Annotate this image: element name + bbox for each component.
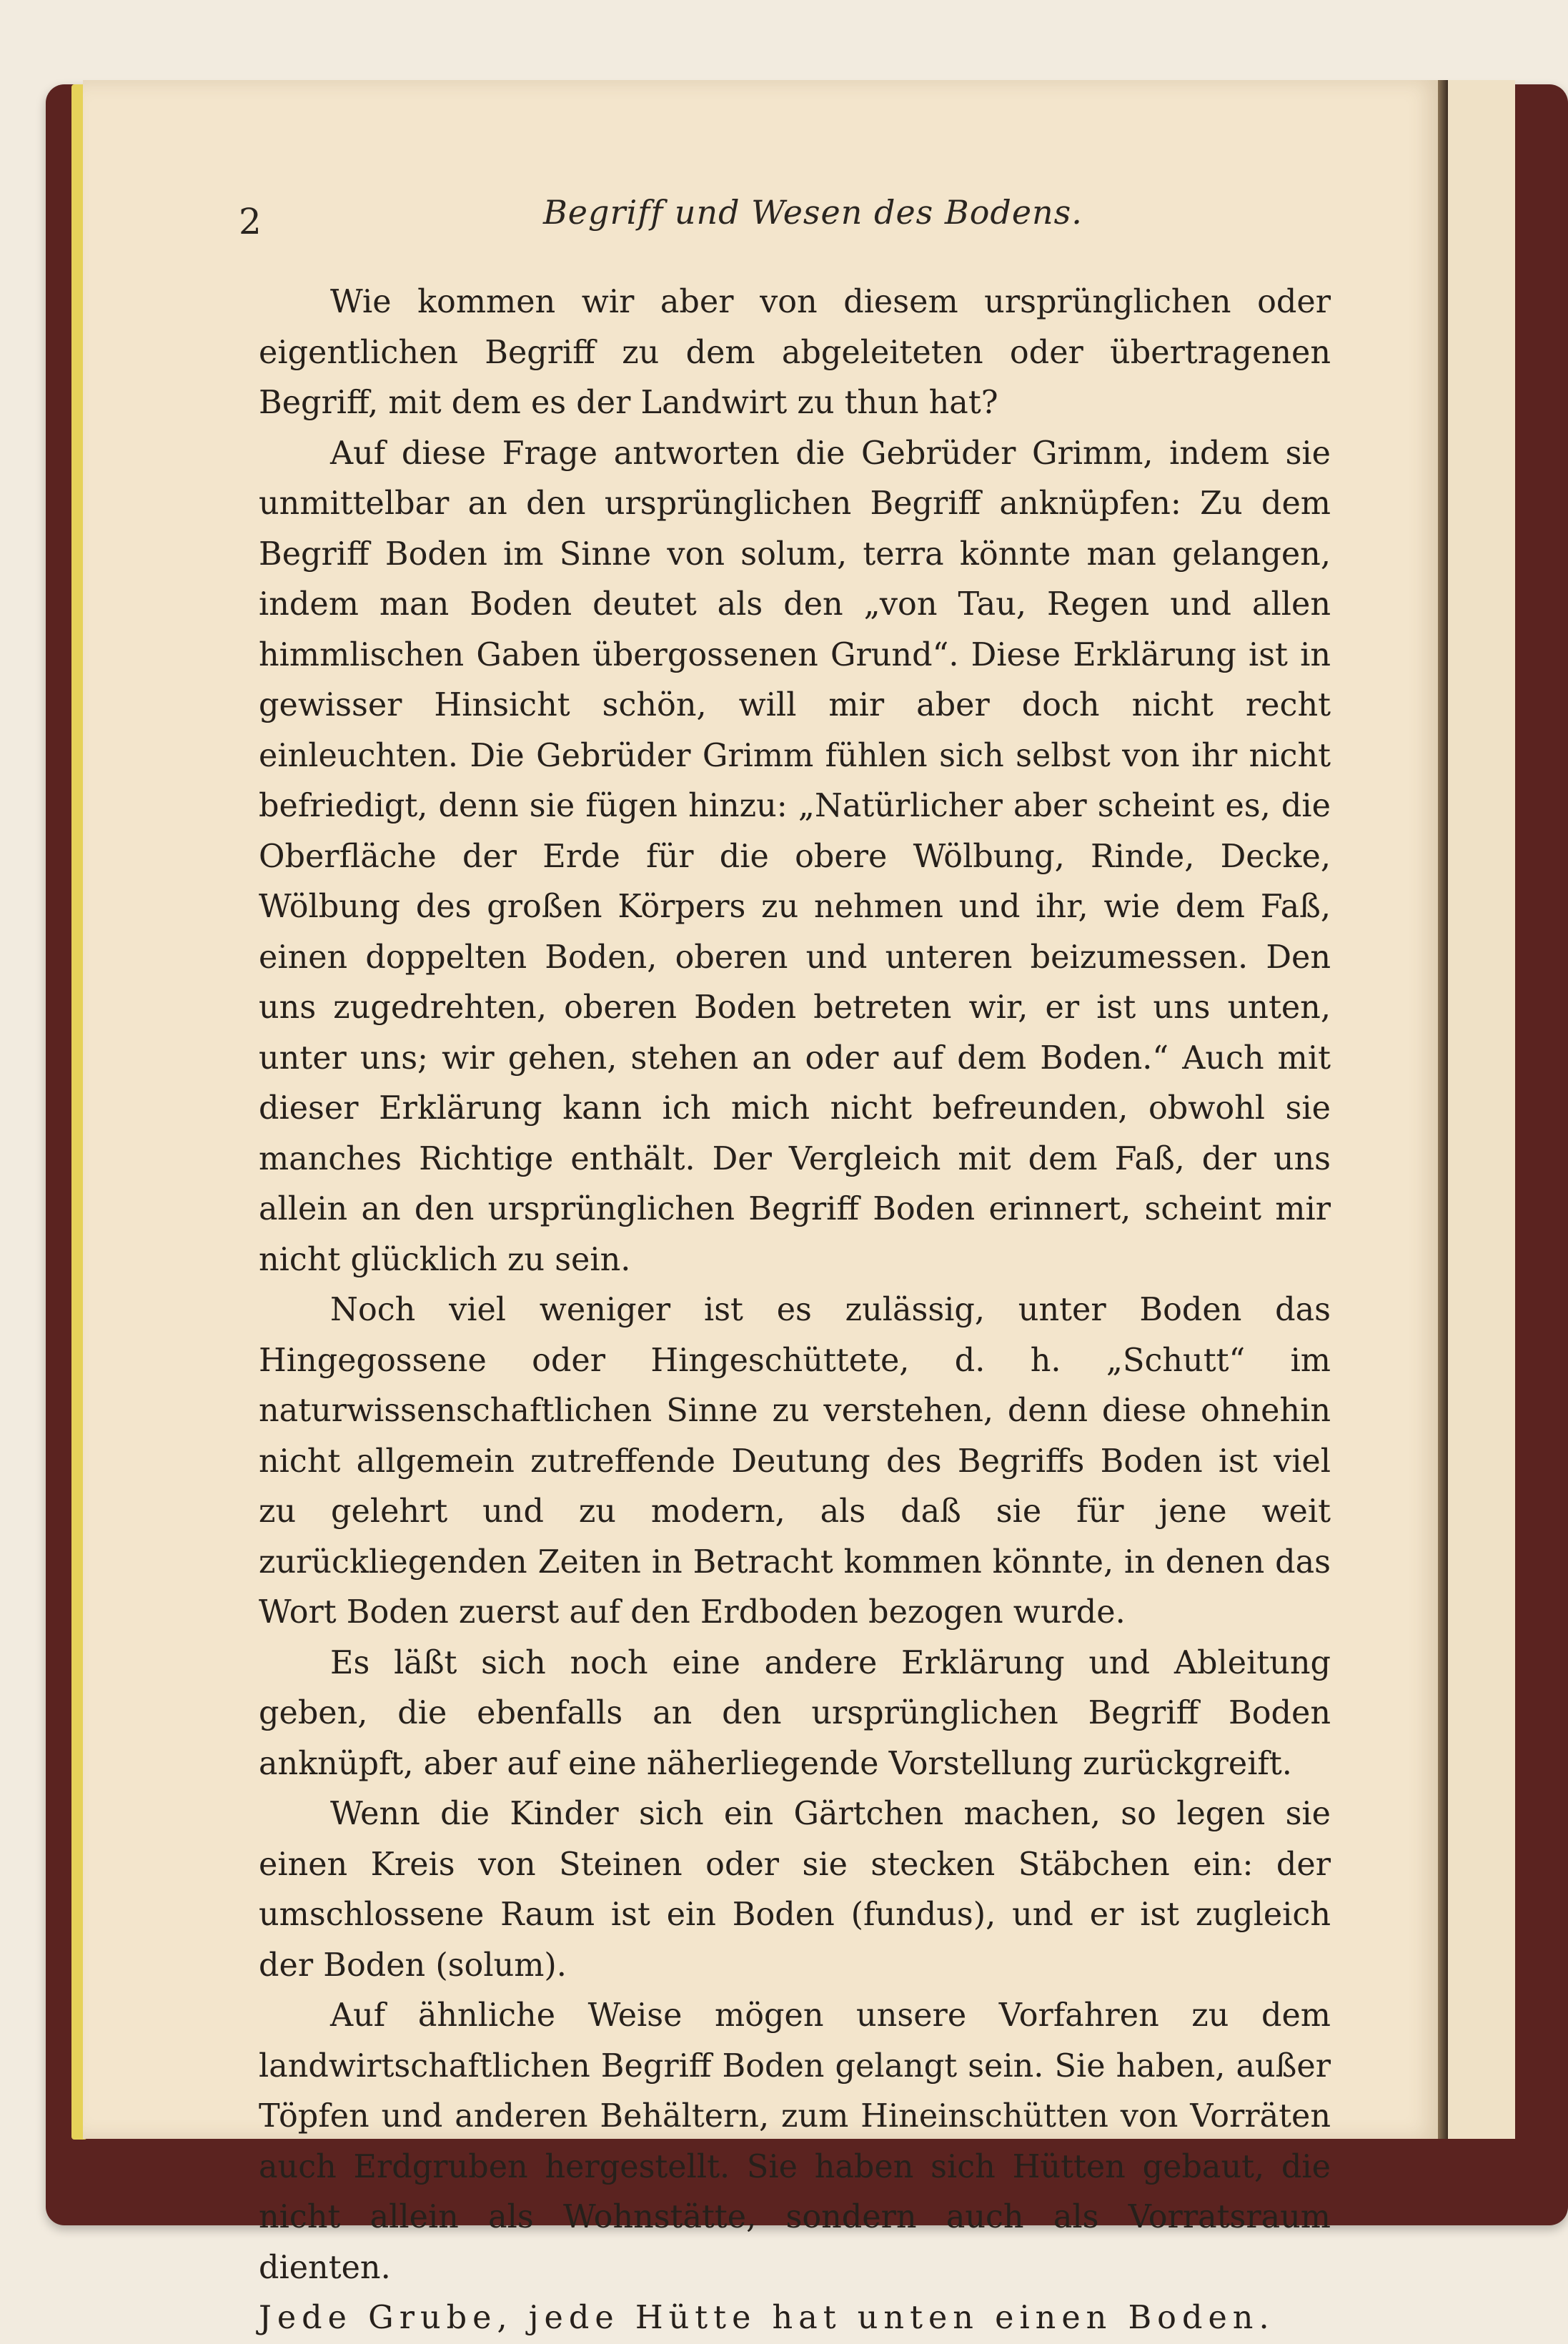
paragraph-6: Auf ähnliche Weise mögen unsere Vorfahren zu dem landwirtschaftlichen Begriff Boden gelangt sein. Sie haben, außer Töpfen und anderen Behältern, zum Hineinschütten von Vorräten auch Erdgruben hergestellt. Sie haben sich Hütten gebaut, die nicht allein als Wohnstätte, sondern auch als Vorratsraum dienten.	[259, 1997, 1331, 2286]
page-number: 2	[239, 201, 262, 242]
paragraph-1: Wie kommen wir aber von diesem ursprünglichen oder eigentlichen Begriff zu dem abgeleiteten oder übertragenen Begriff, mit dem es der Landwirt zu thun hat?	[259, 284, 1331, 421]
body-text	[259, 277, 1331, 2344]
running-head: Begriff und Wesen des Bodens.	[543, 193, 1083, 232]
paragraph-4: Es läßt sich noch eine andere Erklärung und Ableitung geben, die ebenfalls an den ursprünglichen Begriff Boden anknüpft, aber auf eine näherliegende Vorstellung zurückgreift.	[259, 1644, 1331, 1782]
book-gutter	[1438, 80, 1448, 2139]
facing-page-edge	[1448, 80, 1515, 2139]
paragraph-2: Auf diese Frage antworten die Gebrüder Grimm, indem sie unmittelbar an den ursprünglichen Begriff anknüpfen: Zu dem Begriff Boden im Sinne von solum, terra könnte man gelangen, indem man Boden deutet als den „von Tau, Regen und allen himmlischen Gaben übergossenen Grund“. Diese Erklärung ist in gewisser Hinsicht schön, will mir aber doch nicht recht einleuchten. Die Gebrüder Grimm fühlen sich selbst von ihr nicht befriedigt, denn sie fügen hinzu: „Natürlicher aber scheint es, die Oberfläche der Erde für die obere Wölbung, Rinde, Decke, Wölbung des großen Körpers zu nehmen und ihr, wie dem Faß, einen doppelten Boden, oberen und unteren beizumessen. Den uns zugedrehten, oberen Boden betreten wir, er ist uns unten, unter uns; wir gehen, stehen an oder auf dem Boden.“ Auch mit dieser Erklärung kann ich mich nicht befreunden, obwohl sie manches Richtige enthält. Der Vergleich mit dem Faß, der uns allein an den ursprünglichen Begriff Boden erinnert, scheint mir nicht glücklich zu sein.	[259, 435, 1331, 1278]
paragraph-3: Noch viel weniger ist es zulässig, unter Boden das Hingegossene oder Hingeschüttete, d. h. „Schutt“ im naturwissenschaftlichen Sinne zu verstehen, denn diese ohnehin nicht allgemein zutreffende Deutung des Begriffs Boden ist viel zu gelehrt und zu modern, als daß sie für jene weit zurückliegenden Zeiten in Betracht kommen könnte, in denen das Wort Boden zuerst auf den Erdboden bezogen wurde.	[259, 1292, 1331, 1631]
paragraph-5: Wenn die Kinder sich ein Gärtchen machen, so legen sie einen Kreis von Steinen oder sie stecken Stäbchen ein: der umschlossene Raum ist ein Boden (fundus), und er ist zugleich der Boden (solum).	[259, 1796, 1331, 1984]
paragraph-7: Jede Grube, jede Hütte hat unten einen Boden.	[259, 2300, 1275, 2336]
